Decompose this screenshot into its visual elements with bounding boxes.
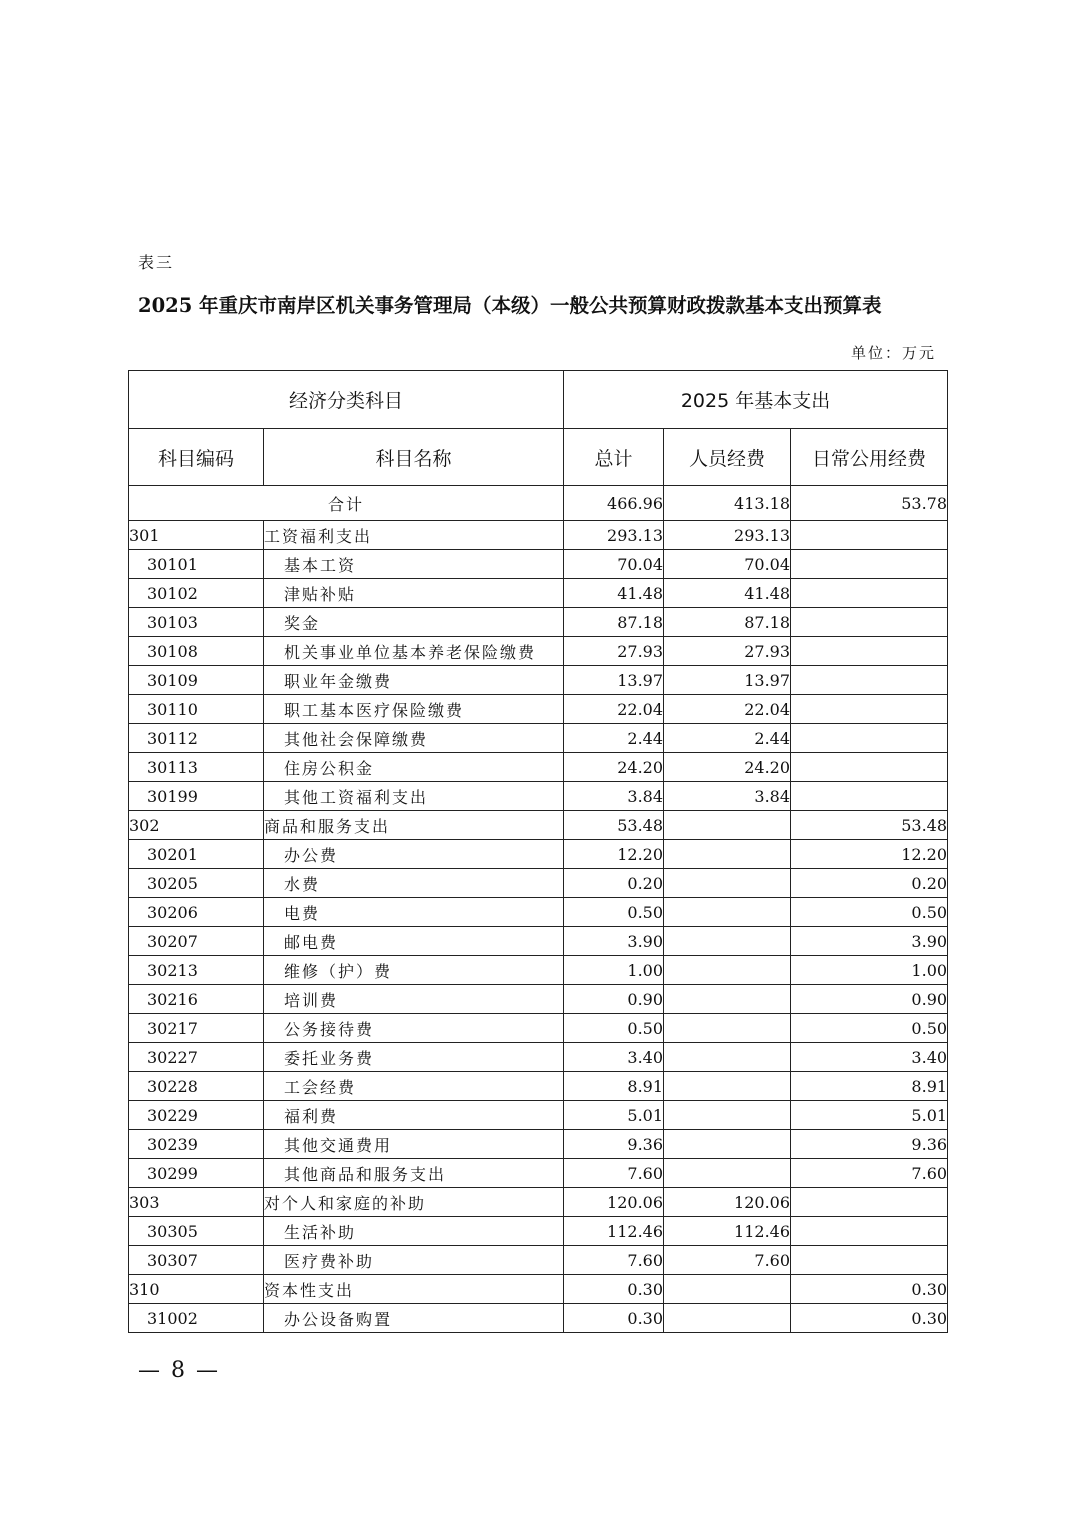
total-personnel: 413.18 xyxy=(664,486,791,521)
table-row xyxy=(129,1304,948,1333)
row-total: 0.90 xyxy=(564,985,664,1014)
row-total: 70.04 xyxy=(564,550,664,579)
table-row xyxy=(129,724,948,753)
row-code: 30112 xyxy=(129,724,264,753)
table-row xyxy=(129,666,948,695)
row-code: 30299 xyxy=(129,1159,264,1188)
row-public xyxy=(791,782,948,811)
row-name: 对个人和家庭的补助 xyxy=(264,1188,564,1217)
column-header-name: 科目名称 xyxy=(264,429,564,486)
row-personnel xyxy=(664,1072,791,1101)
row-name: 福利费 xyxy=(264,1101,564,1130)
row-public xyxy=(791,608,948,637)
row-public: 53.48 xyxy=(791,811,948,840)
table-row xyxy=(129,782,948,811)
table-row xyxy=(129,637,948,666)
row-code: 30102 xyxy=(129,579,264,608)
table-row xyxy=(129,1130,948,1159)
row-total: 24.20 xyxy=(564,753,664,782)
row-total: 2.44 xyxy=(564,724,664,753)
row-code: 30305 xyxy=(129,1217,264,1246)
column-header-code: 科目编码 xyxy=(129,429,264,486)
row-name: 公务接待费 xyxy=(264,1014,564,1043)
header-economic-classification: 经济分类科目 xyxy=(129,371,564,429)
header-basic-expenditure: 2025 年基本支出 xyxy=(564,371,948,429)
row-code: 30227 xyxy=(129,1043,264,1072)
row-personnel xyxy=(664,840,791,869)
row-name: 商品和服务支出 xyxy=(264,811,564,840)
table-row xyxy=(129,579,948,608)
row-code: 30206 xyxy=(129,898,264,927)
row-personnel: 24.20 xyxy=(664,753,791,782)
table-row xyxy=(129,811,948,840)
header-columns-row xyxy=(129,429,948,486)
total-row xyxy=(129,486,948,521)
row-public xyxy=(791,1217,948,1246)
row-public xyxy=(791,579,948,608)
table-row xyxy=(129,1072,948,1101)
row-public xyxy=(791,695,948,724)
row-name: 职业年金缴费 xyxy=(264,666,564,695)
row-personnel: 41.48 xyxy=(664,579,791,608)
row-name: 其他社会保障缴费 xyxy=(264,724,564,753)
row-personnel xyxy=(664,869,791,898)
table-row xyxy=(129,550,948,579)
row-public: 0.50 xyxy=(791,1014,948,1043)
row-personnel: 120.06 xyxy=(664,1188,791,1217)
row-name: 基本工资 xyxy=(264,550,564,579)
row-personnel xyxy=(664,1101,791,1130)
row-public xyxy=(791,1188,948,1217)
row-code: 30239 xyxy=(129,1130,264,1159)
budget-table xyxy=(128,370,948,1333)
row-public xyxy=(791,550,948,579)
row-total: 3.90 xyxy=(564,927,664,956)
row-public xyxy=(791,637,948,666)
row-name: 电费 xyxy=(264,898,564,927)
row-name: 邮电费 xyxy=(264,927,564,956)
row-public: 0.90 xyxy=(791,985,948,1014)
row-personnel: 70.04 xyxy=(664,550,791,579)
row-personnel xyxy=(664,956,791,985)
row-code: 30113 xyxy=(129,753,264,782)
table-label: 表三 xyxy=(138,253,175,272)
row-name: 工资福利支出 xyxy=(264,521,564,550)
row-personnel: 13.97 xyxy=(664,666,791,695)
row-name: 办公费 xyxy=(264,840,564,869)
table-row xyxy=(129,1246,948,1275)
row-code: 30229 xyxy=(129,1101,264,1130)
table-row xyxy=(129,1101,948,1130)
row-code: 30205 xyxy=(129,869,264,898)
row-personnel xyxy=(664,1130,791,1159)
row-name: 其他交通费用 xyxy=(264,1130,564,1159)
table-row xyxy=(129,753,948,782)
row-public: 7.60 xyxy=(791,1159,948,1188)
row-name: 其他商品和服务支出 xyxy=(264,1159,564,1188)
row-code: 30103 xyxy=(129,608,264,637)
row-name: 其他工资福利支出 xyxy=(264,782,564,811)
row-name: 机关事业单位基本养老保险缴费 xyxy=(264,637,564,666)
row-total: 22.04 xyxy=(564,695,664,724)
row-total: 3.40 xyxy=(564,1043,664,1072)
row-public: 8.91 xyxy=(791,1072,948,1101)
row-name: 资本性支出 xyxy=(264,1275,564,1304)
row-personnel xyxy=(664,927,791,956)
row-personnel: 87.18 xyxy=(664,608,791,637)
table-row xyxy=(129,869,948,898)
row-total: 87.18 xyxy=(564,608,664,637)
row-code: 30228 xyxy=(129,1072,264,1101)
column-header-personnel: 人员经费 xyxy=(664,429,791,486)
row-personnel xyxy=(664,985,791,1014)
total-public: 53.78 xyxy=(791,486,948,521)
row-public: 0.20 xyxy=(791,869,948,898)
row-public: 5.01 xyxy=(791,1101,948,1130)
table-row xyxy=(129,1043,948,1072)
total-label: 合计 xyxy=(129,486,564,521)
row-public xyxy=(791,521,948,550)
row-total: 0.50 xyxy=(564,1014,664,1043)
row-personnel: 22.04 xyxy=(664,695,791,724)
row-name: 生活补助 xyxy=(264,1217,564,1246)
row-total: 41.48 xyxy=(564,579,664,608)
row-personnel: 2.44 xyxy=(664,724,791,753)
table-row xyxy=(129,1014,948,1043)
row-code: 302 xyxy=(129,811,264,840)
row-personnel xyxy=(664,1014,791,1043)
table-row xyxy=(129,521,948,550)
row-code: 30307 xyxy=(129,1246,264,1275)
row-code: 30101 xyxy=(129,550,264,579)
row-public: 3.90 xyxy=(791,927,948,956)
row-name: 水费 xyxy=(264,869,564,898)
row-total: 8.91 xyxy=(564,1072,664,1101)
row-code: 303 xyxy=(129,1188,264,1217)
row-personnel xyxy=(664,1304,791,1333)
row-public xyxy=(791,724,948,753)
row-total: 0.50 xyxy=(564,898,664,927)
row-name: 职工基本医疗保险缴费 xyxy=(264,695,564,724)
row-personnel: 27.93 xyxy=(664,637,791,666)
unit-label: 单位：万元 xyxy=(850,344,936,362)
row-personnel xyxy=(664,1159,791,1188)
table-row xyxy=(129,695,948,724)
row-name: 维修（护）费 xyxy=(264,956,564,985)
row-public xyxy=(791,1246,948,1275)
row-public: 12.20 xyxy=(791,840,948,869)
row-code: 30108 xyxy=(129,637,264,666)
row-total: 112.46 xyxy=(564,1217,664,1246)
row-personnel: 7.60 xyxy=(664,1246,791,1275)
row-code: 30110 xyxy=(129,695,264,724)
row-code: 30217 xyxy=(129,1014,264,1043)
row-total: 53.48 xyxy=(564,811,664,840)
row-public: 0.30 xyxy=(791,1275,948,1304)
row-personnel xyxy=(664,1043,791,1072)
row-name: 住房公积金 xyxy=(264,753,564,782)
column-header-total: 总计 xyxy=(564,429,664,486)
row-code: 30207 xyxy=(129,927,264,956)
row-total: 0.30 xyxy=(564,1275,664,1304)
table-row xyxy=(129,1275,948,1304)
table-row xyxy=(129,608,948,637)
row-total: 120.06 xyxy=(564,1188,664,1217)
row-personnel: 293.13 xyxy=(664,521,791,550)
column-header-public: 日常公用经费 xyxy=(791,429,948,486)
row-personnel xyxy=(664,811,791,840)
row-total: 12.20 xyxy=(564,840,664,869)
row-total: 3.84 xyxy=(564,782,664,811)
row-code: 30213 xyxy=(129,956,264,985)
row-name: 培训费 xyxy=(264,985,564,1014)
row-personnel xyxy=(664,898,791,927)
row-code: 30216 xyxy=(129,985,264,1014)
row-code: 30199 xyxy=(129,782,264,811)
table-row xyxy=(129,898,948,927)
row-total: 5.01 xyxy=(564,1101,664,1130)
row-name: 奖金 xyxy=(264,608,564,637)
row-total: 13.97 xyxy=(564,666,664,695)
row-code: 30109 xyxy=(129,666,264,695)
table-row xyxy=(129,927,948,956)
page-number: — 8 — xyxy=(138,1358,220,1383)
table-row xyxy=(129,956,948,985)
table-row xyxy=(129,1217,948,1246)
header-group-row xyxy=(129,371,948,429)
row-personnel: 3.84 xyxy=(664,782,791,811)
row-name: 医疗费补助 xyxy=(264,1246,564,1275)
row-name: 津贴补贴 xyxy=(264,579,564,608)
table-row xyxy=(129,1159,948,1188)
row-code: 310 xyxy=(129,1275,264,1304)
row-total: 0.30 xyxy=(564,1304,664,1333)
row-total: 7.60 xyxy=(564,1246,664,1275)
row-public xyxy=(791,666,948,695)
row-total: 7.60 xyxy=(564,1159,664,1188)
table-row xyxy=(129,985,948,1014)
document-title: 2025 年重庆市南岸区机关事务管理局（本级）一般公共预算财政拨款基本支出预算表 xyxy=(138,294,882,317)
row-name: 工会经费 xyxy=(264,1072,564,1101)
row-code: 30201 xyxy=(129,840,264,869)
row-total: 9.36 xyxy=(564,1130,664,1159)
total-sum: 466.96 xyxy=(564,486,664,521)
row-code: 31002 xyxy=(129,1304,264,1333)
row-personnel xyxy=(664,1275,791,1304)
row-public: 1.00 xyxy=(791,956,948,985)
row-public: 0.50 xyxy=(791,898,948,927)
row-name: 办公设备购置 xyxy=(264,1304,564,1333)
row-name: 委托业务费 xyxy=(264,1043,564,1072)
row-public xyxy=(791,753,948,782)
row-total: 27.93 xyxy=(564,637,664,666)
row-public: 0.30 xyxy=(791,1304,948,1333)
row-total: 293.13 xyxy=(564,521,664,550)
row-total: 1.00 xyxy=(564,956,664,985)
row-public: 3.40 xyxy=(791,1043,948,1072)
row-code: 301 xyxy=(129,521,264,550)
row-public: 9.36 xyxy=(791,1130,948,1159)
row-personnel: 112.46 xyxy=(664,1217,791,1246)
table-row xyxy=(129,840,948,869)
table-row xyxy=(129,1188,948,1217)
row-total: 0.20 xyxy=(564,869,664,898)
